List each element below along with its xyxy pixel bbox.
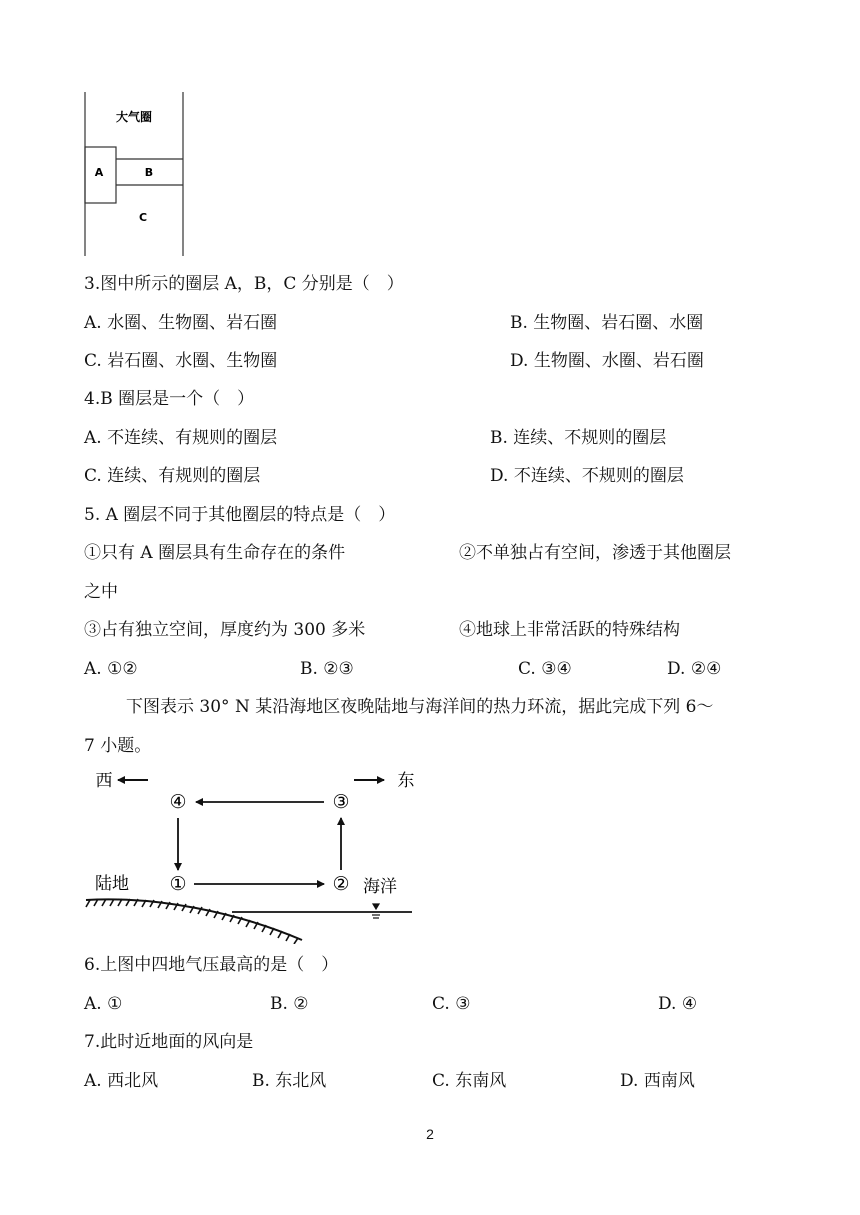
point-3-label: ③ <box>332 791 350 813</box>
q5-statement-3: ③占有独立空间，厚度约为 300 多米 <box>84 620 366 640</box>
q7-option-b[interactable]: B. 东北风 <box>252 1071 327 1091</box>
point-4-label: ④ <box>169 791 187 813</box>
sphere-c-label: C <box>138 211 148 224</box>
spheres-diagram <box>84 92 184 256</box>
q6-option-a[interactable]: A. ① <box>84 994 123 1014</box>
q4-option-b[interactable]: B. 连续、不规则的圈层 <box>490 428 667 448</box>
q5-stem: 5. A 圈层不同于其他圈层的特点是（ ） <box>84 505 396 525</box>
q4-option-a[interactable]: A. 不连续、有规则的圈层 <box>84 428 278 448</box>
point-1-label: ① <box>169 873 187 895</box>
q3-option-b[interactable]: B. 生物圈、岩石圈、水圈 <box>510 313 704 333</box>
q3-option-c[interactable]: C. 岩石圈、水圈、生物圈 <box>84 351 278 371</box>
q5-option-d[interactable]: D. ②④ <box>667 659 722 679</box>
sphere-a-label: A <box>94 166 104 179</box>
land-hatching <box>86 899 298 944</box>
q4-stem: 4.B 圈层是一个（ ） <box>84 389 255 409</box>
q5-statement-1: ①只有 A 圈层具有生命存在的条件 <box>84 543 346 563</box>
q5-statement-4: ④地球上非常活跃的特殊结构 <box>459 620 680 640</box>
q7-option-a[interactable]: A. 西北风 <box>84 1071 159 1091</box>
q4-option-c[interactable]: C. 连续、有规则的圈层 <box>84 466 261 486</box>
q4-option-d[interactable]: D. 不连续、不规则的圈层 <box>490 466 684 486</box>
water-level-icon <box>372 904 380 918</box>
q5-option-a[interactable]: A. ①② <box>84 659 138 679</box>
q5-statement-2: ②不单独占有空间，渗透于其他圈层 <box>459 543 731 563</box>
q3-option-d[interactable]: D. 生物圈、水圈、岩石圈 <box>510 351 704 371</box>
sphere-b-label: B <box>144 166 154 179</box>
q5-option-c[interactable]: C. ③④ <box>518 659 572 679</box>
q7-stem: 7.此时近地面的风向是 <box>84 1032 254 1052</box>
q7-option-c[interactable]: C. 东南风 <box>432 1071 507 1091</box>
atmosphere-label: 大气圈 <box>115 110 153 124</box>
q6-option-b[interactable]: B. ② <box>270 994 309 1014</box>
intro-line-2: 7 小题。 <box>84 736 152 756</box>
q6-option-c[interactable]: C. ③ <box>432 994 471 1014</box>
sea-label: 海洋 <box>363 877 397 897</box>
q7-option-d[interactable]: D. 西南风 <box>620 1071 695 1091</box>
q5-option-b[interactable]: B. ②③ <box>300 659 354 679</box>
page-number: 2 <box>426 1126 434 1142</box>
west-label: 西 <box>95 771 113 791</box>
point-2-label: ② <box>332 873 350 895</box>
q6-stem: 6.上图中四地气压最高的是（ ） <box>84 955 339 975</box>
land-label: 陆地 <box>95 874 129 894</box>
q5-statement-2-cont: 之中 <box>84 582 118 602</box>
q3-option-a[interactable]: A. 水圈、生物圈、岩石圈 <box>84 313 278 333</box>
thermal-circulation-diagram <box>84 766 414 944</box>
east-label: 东 <box>397 771 414 791</box>
q3-stem: 3.图中所示的圈层 A，B，C 分别是（ ） <box>84 274 404 294</box>
intro-line-1: 下图表示 30° N 某沿海地区夜晚陆地与海洋间的热力环流，据此完成下列 6～ <box>126 697 714 717</box>
q6-option-d[interactable]: D. ④ <box>658 994 698 1014</box>
